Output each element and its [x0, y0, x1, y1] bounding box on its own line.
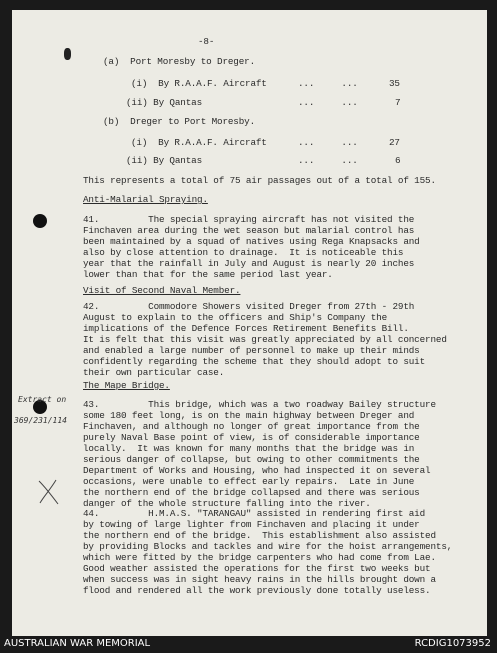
punch-hole-top — [33, 214, 47, 228]
para-line: It is felt that this visit was greatly appreciated by all concerned — [83, 334, 447, 345]
page-number: -8- — [198, 36, 215, 47]
route-a-raaf-dots: ... ... — [298, 78, 358, 89]
para-line: locally. It was known for many months that the bridge was in — [83, 443, 415, 454]
route-a-heading: (a) Port Moresby to Dreger. — [103, 56, 256, 67]
route-a-qantas-dots: ... ... — [298, 97, 358, 108]
para-line: flood and rendered all the work previously done totally useless. — [83, 585, 431, 596]
section-heading-naval-member: Visit of Second Naval Member. — [83, 285, 241, 296]
para-line: their own particular case. — [83, 367, 225, 378]
para-line: some 180 feet long, is on the main highway between Dreger and — [83, 410, 415, 421]
route-b-raaf-dots: ... ... — [298, 137, 358, 148]
route-a-raaf-value: 35 — [389, 78, 400, 89]
para-line: by providing Blocks and tackles and wire for the hoist arrangements, — [83, 541, 453, 552]
route-b-qantas-label: (ii) By Qantas — [126, 155, 203, 166]
para-line: Finchaven, and although no longer of great importance from the — [83, 421, 420, 432]
section-heading-anti-malarial: Anti-Malarial Spraying. — [83, 194, 208, 205]
para-line: danger of the whole structure falling into the river. — [83, 498, 371, 509]
margin-note-line2: 369/231/114 — [14, 416, 67, 425]
margin-cross-mark — [36, 478, 62, 506]
para-line: confidently regarding the scheme that they should adopt to suit — [83, 356, 426, 367]
para-line: lower than that for the same period last year. — [83, 269, 333, 280]
margin-note-line1: Extract on — [18, 395, 67, 404]
para-line: Department of Works and Housing, who had inspected it on several — [83, 465, 431, 476]
route-a-qantas-value: 7 — [395, 97, 401, 108]
route-b-heading: (b) Dreger to Port Moresby. — [103, 116, 256, 127]
para-line: purely Naval Base point of view, is of considerable importance — [83, 432, 420, 443]
para-line: occasions, were unable to effect early repairs. Late in June — [83, 476, 415, 487]
section-heading-mape-bridge: The Mape Bridge. — [83, 380, 170, 391]
route-a-qantas-label: (ii) By Qantas — [126, 97, 203, 108]
para-line: the northern end of the bridge. This establishment also assisted — [83, 530, 436, 541]
route-b-qantas-dots: ... ... — [298, 155, 358, 166]
para-line: year that the rainfall in July and August is nearly 20 inches — [83, 258, 415, 269]
footer-record-id: RCDIG1073952 — [414, 638, 491, 649]
para-line: which were fitted by the bridge carpenters who had come from Lae. — [83, 552, 436, 563]
para-line: implications of the Defence Forces Retirement Benefits Bill. — [83, 323, 409, 334]
route-b-raaf-label: (i) By R.A.A.F. Aircraft — [131, 137, 267, 148]
para-line: when success was in sight heavy rains in the hills brought down a — [83, 574, 436, 585]
para-line: serious danger of collapse, but owing to other commitments the — [83, 454, 420, 465]
para-line: been maintained by a squad of natives using Rega Knapsacks and — [83, 236, 420, 247]
para-line: 42. Commodore Showers visited Dreger from 27th - 29th — [83, 301, 415, 312]
route-b-qantas-value: 6 — [395, 155, 401, 166]
para-line: the northern end of the bridge collapsed and there was serious — [83, 487, 420, 498]
para-line: Good weather assisted the operations for the first two weeks but — [83, 563, 431, 574]
route-a-raaf-label: (i) By R.A.A.F. Aircraft — [131, 78, 267, 89]
para-line: 44. H.M.A.S. "TARANGAU" assisted in rendering first aid — [83, 508, 426, 519]
ink-mark — [64, 48, 71, 60]
route-b-raaf-value: 27 — [389, 137, 400, 148]
para-line: also by close attention to drainage. It is noticeable this — [83, 247, 404, 258]
para-line: August to explain to the officers and Ship's Company the — [83, 312, 388, 323]
para-line: by towing of large lighter from Finchaven and placing it under — [83, 519, 420, 530]
para-line: Finchaven area during the wet season but malarial control has — [83, 225, 415, 236]
para-line: and enabled a large number of personnel to make up their minds — [83, 345, 420, 356]
footer-archive-name: AUSTRALIAN WAR MEMORIAL — [4, 638, 151, 649]
para-line: 41. The special spraying aircraft has not visited the — [83, 214, 415, 225]
para-line: 43. This bridge, which was a two roadway Bailey structure — [83, 399, 436, 410]
total-passages-line: This represents a total of 75 air passages out of a total of 155. — [83, 175, 436, 186]
